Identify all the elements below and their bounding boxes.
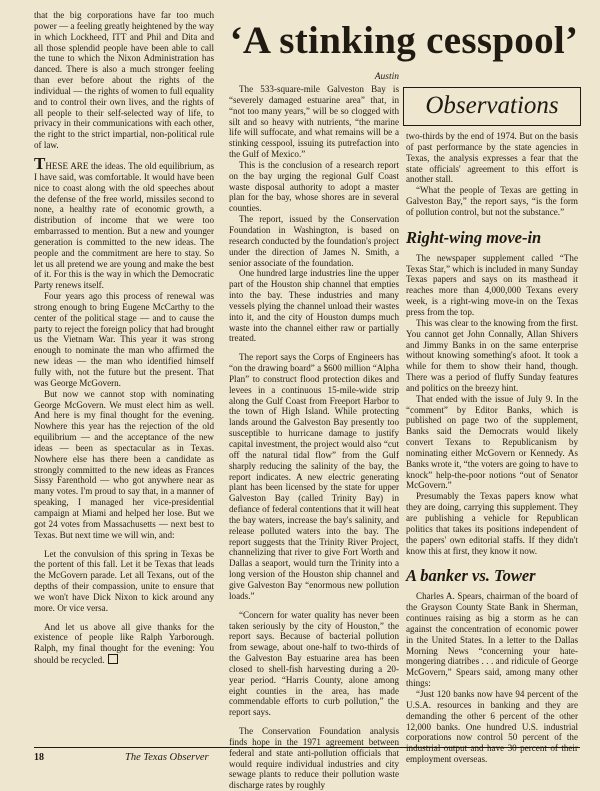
paragraph: Four years ago this process of renewal was strong enough to bring Eugene McCarthy to the center of the political stage — and to cause the party to reject the foreign policy that had brought us the Vietnam War. This year it was strong enough to nominate the man who affirmed the new ideas — the man who identified himself fully with, not the future but the present. That was George McGovern. — [34, 291, 214, 388]
paragraph: The Conservation Foundation analysis finds hope in the 1971 agreement between federal and state anti-pollution officials that would require individual industries and city sewage plants to reduce their pollution waste discharge rates by roughly — [229, 726, 399, 791]
footer-rule — [34, 747, 580, 748]
paragraph: Charles A. Spears, chairman of the board of the Grayson County State Bank in Sherman, continues raising as big a storm as he can against the concentration of economic power in the United States. In a letter to the Dallas Morning News “concerning your hate-mongering diatribes . . . and ridicule of George McGovern,” Spears said, among many other things: — [406, 591, 578, 689]
column-right — [406, 131, 578, 765]
headline: ‘A stinking cesspool’ — [229, 19, 579, 62]
section-banner: Observations — [403, 87, 581, 126]
paragraph: “Just 120 banks now have 94 percent of the U.S.A. resources in banking and they are demanding the other 6 percent of the other 12,000 banks. One hundred U.S. industrial corporations now control 50 percent of the industrial output and have 30 percent of their employment overseas. — [406, 688, 578, 765]
subheading-right-wing: Right-wing move-in — [406, 227, 542, 247]
paragraph: “Concern for water quality has never been taken seriously by the city of Houston,” the report says. Because of bacterial pollution from sewage, about one-half to two-thirds of the Galveston Bay estuarine area has been closed to shell-fish harvesting during a 20-year period. “Harris County, alone among eight counties in the area, has made commendable efforts to curb pollution,” the report says. — [229, 609, 399, 718]
paragraph: But now we cannot stop with nominating George McGovern. We must elect him as well. And here is my final thought for the evening. Nowhere this year has the rejection of the old equilibrium — and the acceptance of the new ideas — been as spectacular as in Texas. Nowhere else has there been a candidate as strongly committed to the new ideas as Frances Sissy Farenthold — who got anywhere near as many votes. I'm proud to say that, in a manner of speaking, I managed her vice-presidential campaign at Miami and helped her lose. But we got 24 votes from Massachusetts — next best to Texas. But next time we will win, and: — [34, 388, 214, 540]
paragraph: The newspaper supplement called “The Texas Star,” which is included in many Sunday Texas papers and says on its masthead it reaches more than 4,000,000 Texans every week, is a right-wing move-in on the Texas press from the top. — [406, 252, 578, 317]
paragraph-closing — [34, 622, 214, 666]
paragraph: two-thirds by the end of 1974. But on the basis of past performance by the state agencies in Texas, the analysis expresses a fear that the state officials' agreement to this effort is another stall. — [406, 131, 578, 185]
publication-name: The Texas Observer — [125, 752, 209, 763]
page-number: 18 — [34, 752, 44, 763]
paragraph-dropcap — [34, 153, 214, 291]
column-left — [34, 10, 214, 666]
paragraph: The report says the Corps of Engineers has “on the drawing board” a $600 million “Alpha Plan” to construct flood protection dikes and levees in a continuous 15-mile-wide strip along the Gulf Coast from Freeport Harbor to the town of High Island. While protecting lands around the Galveston Bay presently too susceptible to hurricane damage to justify capital investment, the project would also “cut off the natural tidal flow” from the Gulf sharply reducing the salinity of the bay, the report indicates. A new electric generating plant has been licensed by the state for upper Galveston Bay (called Trinity Bay) in defiance of federal contentions that it will heat the bay waters, increase the bay's salinity, and release polluted waters into the bay. The report suggests that the Trinity River Project, channelizing that river to give Fort Worth and Dallas a seaport, would turn the Trinity into a long version of the Houston ship channel and give Galveston Bay “enormous new pollution loads.” — [229, 352, 399, 601]
paragraph: The report, issued by the Conservation Foundation in Washington, is based on research conducted by the foundation's project under the direction of James N. Smith, a senior associate of the foundation. — [229, 214, 399, 268]
paragraph: That ended with the issue of July 9. In the “comment” by Editor Banks, which is published on page two of the supplement, Banks said the Democrats would likely convert Texans to Republicanism by nominating either McGovern or Kennedy. As Banks wrote it, “the voters are going to have to knock” help-the-poor notions “out of Senator McGovern.” — [406, 393, 578, 491]
paragraph: that the big corporations have far too much power — a feeling greatly heightened by the way in which Lockheed, ITT and Phil and Dita and all those splendid people have been able to call the tune to which the Nixon Administration has danced. There is also a much stronger feeling than ever before about the rights of the individual — the rights of women to full equality and to control their own lives, and the rights of all people to their self-selected way of life, to privacy in their communications with each other, the right to the strict impartial, non-political rule of law. — [34, 10, 214, 151]
subheading-banker: A banker vs. Tower — [406, 566, 536, 586]
paragraph: The 533-square-mile Galveston Bay is “severely damaged estuarine area” that, in “not too many years,” will be so clogged with silt and so heavy with nutrients, “the marine life will suffocate, and what remains will be a stinking cesspool, issuing its putrefaction into the Gulf of Mexico.” — [229, 84, 399, 160]
paragraph: Let the convulsion of this spring in Texas be the portent of this fall. Let it be Texas that leads the McGovern parade. Let all Texans, out of the depths of their compassion, unite to ensure that we won't have Dick Nixon to kick around any more. Or vice versa. — [34, 548, 214, 613]
byline: Austin — [374, 72, 399, 82]
paragraph: This is the conclusion of a research report on the bay urging the regional Gulf Coast waste disposal authority to adopt a master plan for the bay, whose shores are in several counties. — [229, 159, 399, 214]
end-mark-icon — [108, 654, 118, 664]
paragraph: One hundred large industries line the upper part of the Houston ship channel that empties into the bay. These industries and many vessels plying the channel unload their wastes into it, and the city of Houston dumps much waste into the channel either raw or partially treated. — [229, 268, 399, 344]
paragraph: This was clear to the knowing from the first. You cannot get John Connally, Allan Shivers and Jimmy Banks in on the same enterprise without knowing something's afoot. It took a while for them to show their hand, though. There was a period of fluffy Sunday features and politics on the breezy hint. — [406, 317, 578, 393]
paragraph: Presumably the Texas papers know what they are doing, carrying this supplement. They are publishing a vehicle for Republican politics that takes its positions independent of the papers' own editorial staffs. If they didn't know this at first, they know it now. — [406, 491, 578, 556]
column-middle — [229, 84, 399, 791]
paragraph-text: And let us above all give thanks for the existence of people like Ralph Yarborough. Ralph, my final thought for the evening: You should be recycled. — [34, 621, 214, 666]
paragraph-text: HESE ARE the ideas. The old equilibrium, as I have said, was comfortable. It would have been nice to coast along with the old speeches about the defense of the free world, missiles second to none, a healthy rate of economic growth, a distribution of income that we were too embarrassed to mention. But a new and younger generation is committed to the new ideas. The people and the commitment are here to stay. So let us all pretend we are young and make the best of it. For this is the way in which the Democratic Party renews itself. — [34, 160, 214, 291]
drop-cap: T — [34, 153, 46, 173]
paragraph: “What the people of Texas are getting in Galveston Bay,” the report says, “is the form of pollution control, but not the substance.” — [406, 185, 578, 217]
